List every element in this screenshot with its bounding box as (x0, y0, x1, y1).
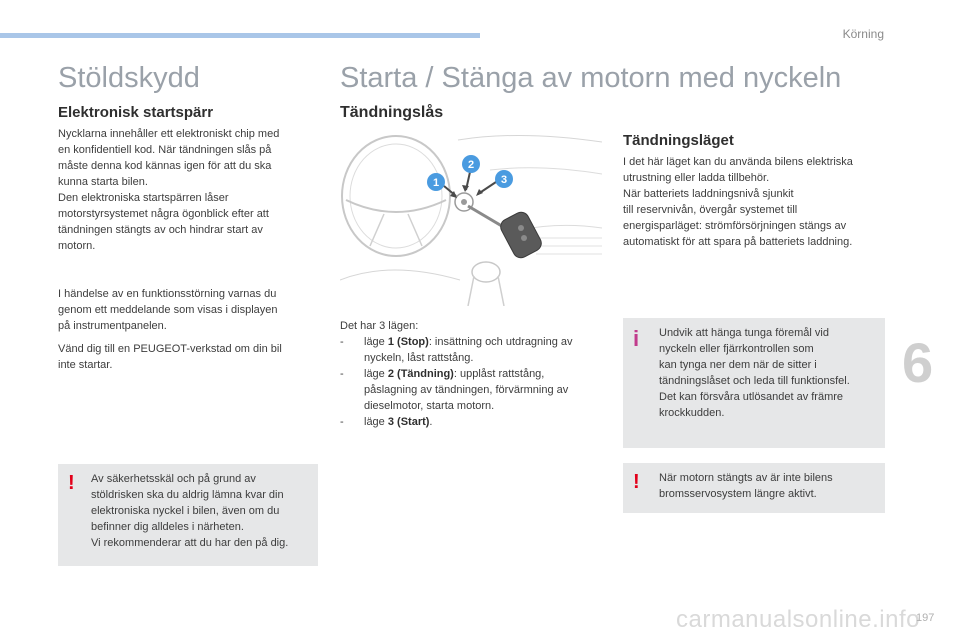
text-line: energisparläget: strömförsörjningen stängs av (623, 220, 847, 232)
text-line: motorn. (58, 240, 96, 252)
list-dash: - (340, 416, 344, 428)
warning-text (659, 470, 881, 502)
text-line: kan tynga ner dem när de sitter i (659, 359, 817, 371)
text-line: I händelse av en funktionsstörning varnas du (58, 288, 277, 300)
list-text: : upplåst rattstång, (453, 368, 545, 380)
text-line: Vi rekommenderar att du har den på dig. (91, 537, 289, 549)
ignition-heading: Tändningsläget (623, 132, 734, 149)
chapter-number: 6 (902, 331, 934, 394)
ignition-paragraph (623, 154, 893, 250)
text-line: Undvik att hänga tunga föremål vid (659, 327, 829, 339)
page-number: 197 (916, 612, 935, 624)
list-bold: 2 (Tändning) (387, 368, 454, 380)
position-3-label: 3 (500, 174, 508, 186)
list-bold: 1 (Stop) (387, 336, 429, 348)
text-line: genom ett meddelande som visas i displayen (58, 304, 278, 316)
text-line: utrustning eller ladda tillbehör. (623, 172, 770, 184)
list-text: läge (364, 416, 388, 428)
list-text: läge (364, 336, 388, 348)
left-paragraph-1 (58, 126, 318, 254)
section-label: Körning (842, 27, 884, 41)
text-line: inte startar. (58, 359, 113, 371)
text-line: motorstyrsystemet några ögonblick efter att (58, 208, 269, 220)
list-item (340, 334, 610, 366)
list-text: : insättning och utdragning av (428, 336, 573, 348)
positions-list (340, 318, 610, 430)
text-line: stöldrisken ska du aldrig lämna kvar din (91, 489, 284, 501)
list-item (340, 366, 610, 414)
text-line: befinner dig alldeles i närheten. (91, 521, 244, 533)
text-line: kunna starta bilen. (58, 176, 148, 188)
text-line: bromsservosystem längre aktivt. (659, 488, 817, 500)
list-text: nyckeln, låst rattstång. (364, 352, 474, 364)
warning-text (91, 471, 313, 551)
list-bold: 3 (Start) (387, 416, 430, 428)
text-line: När motorn stängts av är inte bilens (659, 472, 833, 484)
text-line: automatiskt för att spara på batteriets laddning. (623, 236, 853, 248)
text-line: elektroniska nyckel i bilen, även om du (91, 505, 280, 517)
warning-box-right (623, 463, 885, 513)
header-accent-bar (0, 33, 480, 38)
left-paragraph-3 (58, 341, 318, 373)
text-line: När batteriets laddningsnivå sjunkit (623, 188, 794, 200)
text-line: nyckeln eller fjärrkontrollen som (659, 343, 814, 355)
info-box (623, 318, 885, 448)
text-line: tändningslåset och leda till funktionsfel. (659, 375, 850, 387)
info-text (659, 325, 881, 421)
page-title-left: Stöldskydd (58, 62, 200, 94)
text-line: tändningen stängts av och hindrar start av (58, 224, 263, 236)
list-intro: Det har 3 lägen: (340, 320, 419, 332)
list-text: läge (364, 368, 388, 380)
list-text: påslagning av tändningen, förvärmning av (364, 384, 569, 396)
text-line: Det kan försvåra utlösandet av främre (659, 391, 844, 403)
text-line: till reservnivån, övergår systemet till (623, 204, 798, 216)
page-title-right: Starta / Stänga av motorn med nyckeln (340, 62, 842, 94)
warning-icon: ! (68, 472, 75, 494)
info-icon: i (633, 326, 640, 351)
warning-icon: ! (633, 471, 640, 493)
list-item (340, 414, 610, 430)
text-line: måste denna kod kännas igen för att du ska (58, 160, 272, 172)
list-dash: - (340, 336, 344, 348)
text-line: Vänd dig till en PEUGEOT-verkstad om din bil (58, 343, 282, 355)
list-dash: - (340, 368, 344, 380)
text-line: krockkudden. (659, 407, 725, 419)
text-line: Nycklarna innehåller ett elektroniskt chip med (58, 128, 280, 140)
position-2-label: 2 (467, 159, 475, 171)
left-paragraph-2 (58, 286, 318, 334)
watermark: carmanualsonline.info (676, 606, 920, 633)
text-line: I det här läget kan du använda bilens elektriska (623, 156, 853, 168)
subtitle-right: Tändningslås (340, 104, 444, 121)
text-line: Den elektroniska startspärren låser (58, 192, 229, 204)
list-text: . (429, 416, 433, 428)
position-1-label: 1 (432, 177, 440, 189)
text-line: på instrumentpanelen. (58, 320, 167, 332)
warning-box-left (58, 464, 318, 566)
text-line: Av säkerhetsskäl och på grund av (91, 473, 256, 485)
list-text: dieselmotor, starta motorn. (364, 400, 495, 412)
ignition-illustration (340, 130, 602, 306)
text-line: en konfidentiell kod. När tändningen slås på (58, 144, 272, 156)
subtitle-left: Elektronisk startspärr (58, 104, 214, 121)
